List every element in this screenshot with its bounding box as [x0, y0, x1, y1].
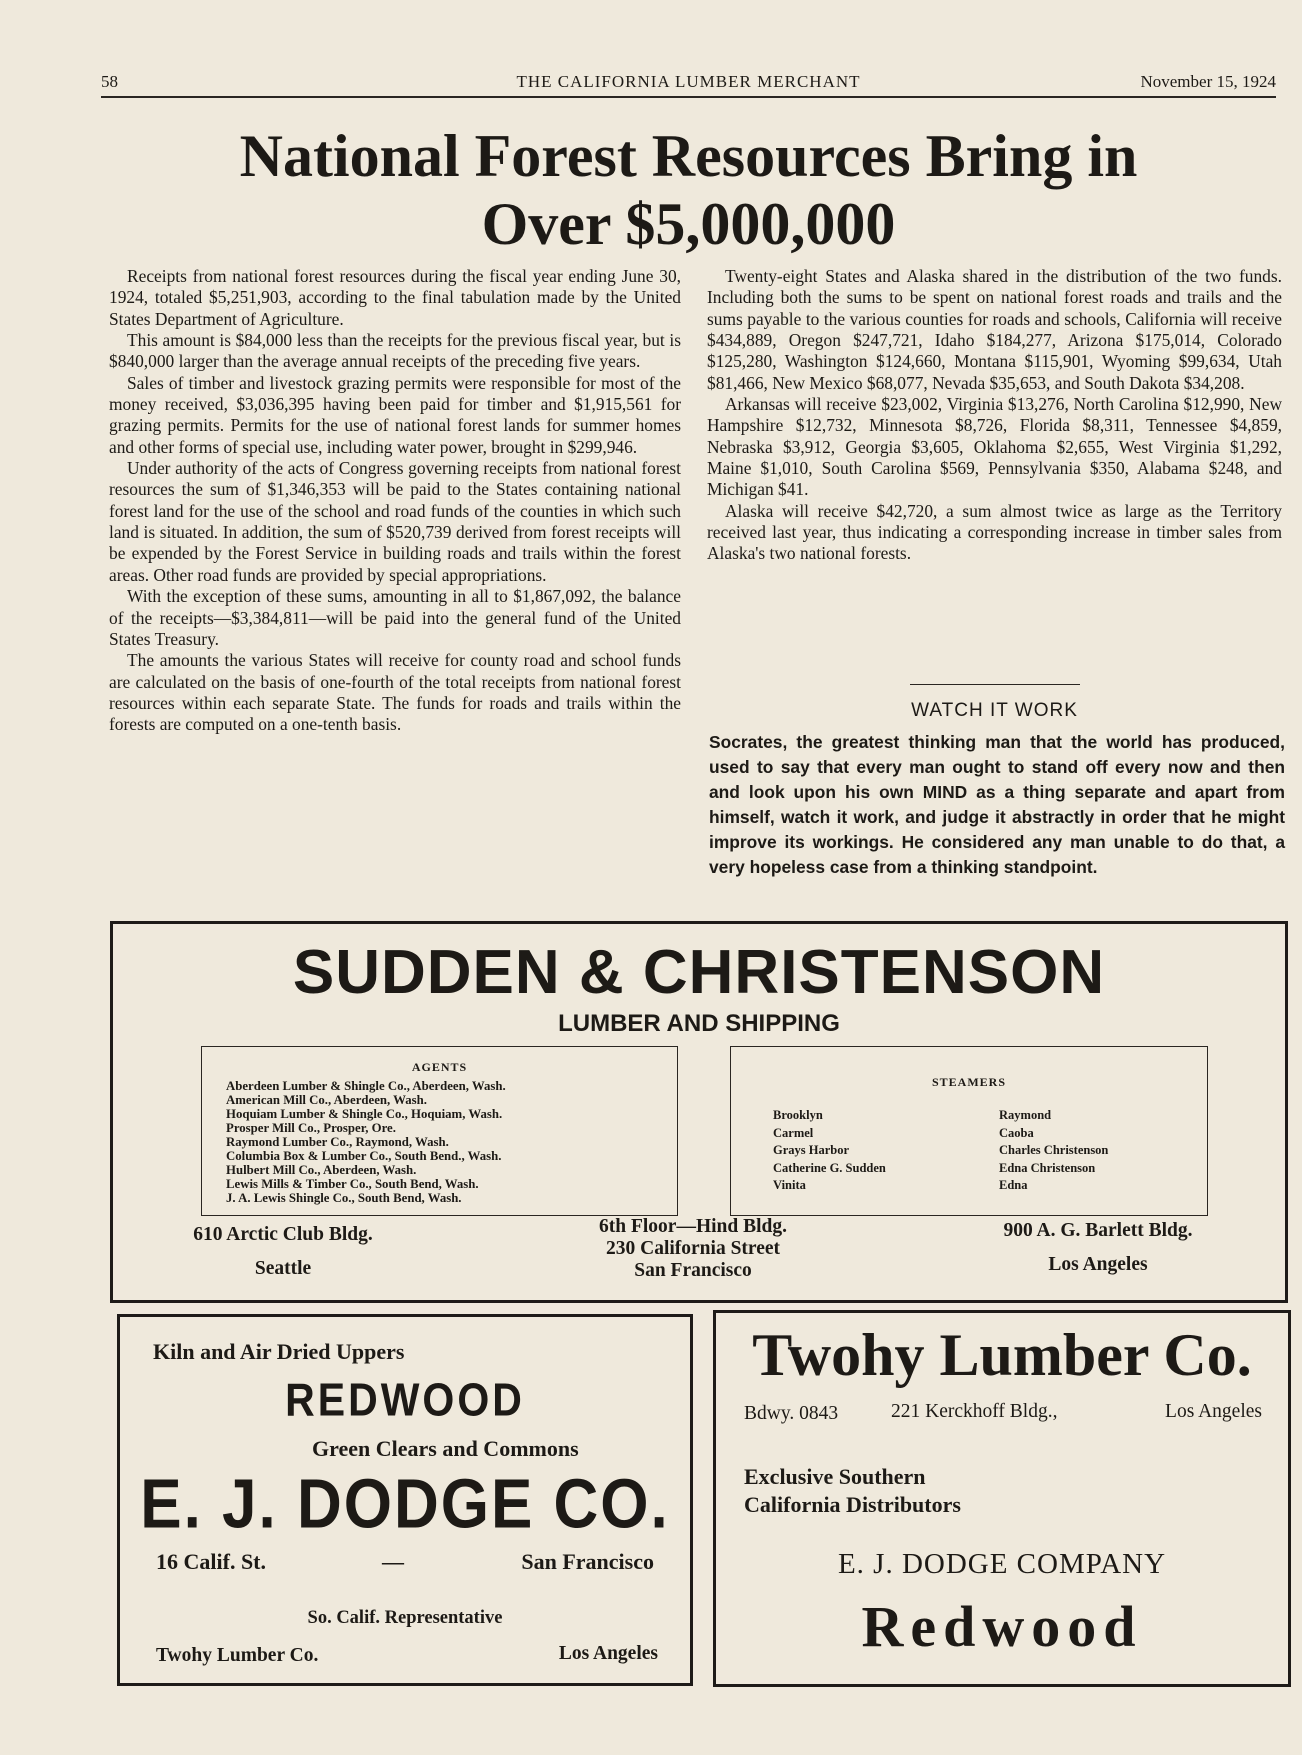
steamer-name: Grays Harbor	[773, 1143, 850, 1157]
steamer-name: Brooklyn	[773, 1108, 823, 1122]
article-headline	[101, 122, 1276, 258]
agent-entry: Lewis Mills & Timber Co., South Bend, Wash.	[226, 1177, 479, 1191]
steamer-name: Catherine G. Sudden	[773, 1160, 886, 1175]
agent-entry: American Mill Co., Aberdeen, Wash.	[226, 1093, 427, 1107]
agent-entry: Raymond Lumber Co., Raymond, Wash.	[226, 1135, 449, 1149]
article-paragraph: Under authority of the acts of Congress governing receipts from national forest resources the sum of $1,346,353 will be paid to the States containing national forest land for the use of the school and road funds of the counties in which such land is situated. In addition, the sum of $520,739 derived from forest receipts will be expended by the Forest Service in building roads and trails within the forest areas. Other road funds are provided by special appropriations.	[109, 458, 681, 585]
sf-address-line-1: 6th Floor—Hind Bldg.	[599, 1216, 787, 1237]
article-column-right	[707, 266, 1282, 565]
agent-entry: Hulbert Mill Co., Aberdeen, Wash.	[226, 1163, 417, 1177]
dodge-product: REDWOOD	[285, 1374, 525, 1426]
article-paragraph: Alaska will receive $42,720, a sum almost twice as large as the Territory received last year, thus indicating a corresponding increase in timber sales from Alaska's two national forests.	[707, 500, 1282, 564]
twohy-exclusive-line-2: California Distributors	[744, 1492, 961, 1517]
seattle-office	[153, 1224, 413, 1280]
twohy-city: Los Angeles	[1165, 1401, 1262, 1422]
steamer-name: Caoba	[999, 1125, 1034, 1140]
article-paragraph: With the exception of these sums, amounting in all to $1,867,092, the balance of the receipts—$3,384,811—will be paid into the general fund of the United States Treasury.	[109, 586, 681, 649]
article-column-left	[109, 266, 681, 736]
steamer-name: Carmel	[773, 1125, 814, 1140]
dodge-city: San Francisco	[521, 1549, 654, 1574]
running-header	[101, 70, 1276, 98]
twohy-lumber-ad	[713, 1310, 1291, 1687]
ej-dodge-ad	[117, 1314, 693, 1686]
sudden-company-name: SUDDEN & CHRISTENSON	[292, 938, 1106, 1007]
los-angeles-office	[963, 1220, 1233, 1276]
article-paragraph: Receipts from national forest resources during the fiscal year ending June 30, 1924, totaled $5,251,903, according to the final tabulation made by the United States Department of Agriculture.	[109, 266, 681, 329]
steamers-box	[730, 1046, 1208, 1216]
dodge-rep-city: Los Angeles	[558, 1643, 658, 1664]
twohy-exclusive-line-1: Exclusive Southern	[744, 1464, 926, 1489]
steamer-name: Raymond	[999, 1108, 1052, 1122]
dodge-grades: Green Clears and Commons	[312, 1436, 579, 1461]
watch-it-work-heading: WATCH IT WORK	[911, 700, 1078, 721]
steamers-list-right	[999, 1107, 1108, 1195]
sudden-tagline: LUMBER AND SHIPPING	[558, 1010, 840, 1037]
agent-entry: J. A. Lewis Shingle Co., South Bend, Wash.	[226, 1191, 462, 1205]
twohy-exclusive	[744, 1463, 961, 1519]
article-paragraph: This amount is $84,000 less than the receipts for the previous fiscal year, but is $840,000 larger than the average annual receipts of the preceding five years.	[109, 330, 681, 372]
steamer-name: Charles Christenson	[999, 1143, 1109, 1157]
sudden-christenson-ad	[110, 921, 1288, 1303]
seattle-city: Seattle	[254, 1258, 312, 1279]
twohy-company-name: Twohy Lumber Co.	[752, 1322, 1252, 1388]
dodge-street: 16 Calif. St.	[156, 1549, 266, 1574]
headline-line-1: National Forest Resources Bring in	[239, 123, 1138, 189]
twohy-phone: Bdwy. 0843	[744, 1403, 839, 1424]
agents-list	[226, 1079, 506, 1205]
dodge-company-name: E. J. DODGE CO.	[140, 1465, 670, 1544]
steamer-name: Edna Christenson	[999, 1160, 1096, 1175]
twohy-product: Redwood	[861, 1594, 1143, 1659]
dodge-rep-label: So. Calif. Representative	[307, 1608, 503, 1628]
dodge-rep-name: Twohy Lumber Co.	[156, 1645, 319, 1666]
watch-it-work-body: Socrates, the greatest thinking man that the world has produced, used to say that every man ought to stand off every now and then and look upon his own MIND as a thing separate and apart from himself, watch it work, and judge it abstractly in order that he might improve its workings. He considered any man unable to do that, a very hopeless case from a thinking standpoint.	[709, 732, 1285, 877]
article-paragraph: Sales of timber and livestock grazing permits were responsible for most of the money received, $3,036,395 having been paid for timber and $1,915,561 for grazing permits. Permits for the use of national forest lands for summer homes and other forms of special use, including water power, brought in $299,946.	[109, 372, 681, 457]
la-city: Los Angeles	[1048, 1254, 1148, 1275]
headline-line-2: Over $5,000,000	[481, 191, 896, 257]
issue-date: November 15, 1924	[1140, 72, 1276, 91]
sf-address-line-2: 230 California Street	[605, 1238, 781, 1259]
agents-box	[201, 1046, 678, 1216]
la-address: 900 A. G. Barlett Bldg.	[1003, 1220, 1193, 1241]
article-paragraph: The amounts the various States will receive for county road and school funds are calculated on the basis of one-fourth of the total receipts from national forest resources within each separate State. The funds for roads and trails within the forests are computed on a one-tenth basis.	[109, 650, 681, 735]
steamer-name: Vinita	[773, 1178, 806, 1192]
agent-entry: Hoquiam Lumber & Shingle Co., Hoquiam, Wash.	[226, 1107, 503, 1121]
steamers-title: STEAMERS	[931, 1075, 1007, 1089]
dodge-kiln-line: Kiln and Air Dried Uppers	[153, 1339, 405, 1364]
sf-city: San Francisco	[634, 1260, 752, 1281]
steamer-name: Edna	[999, 1178, 1028, 1192]
twohy-distributed-company: E. J. DODGE COMPANY	[837, 1548, 1167, 1580]
san-francisco-office	[553, 1216, 833, 1282]
steamers-list-left	[773, 1107, 886, 1195]
section-divider	[910, 684, 1080, 685]
agent-entry: Columbia Box & Lumber Co., South Bend., Wash.	[226, 1149, 502, 1163]
page-number: 58	[101, 72, 118, 91]
article-paragraph: Twenty-eight States and Alaska shared in the distribution of the two funds. Including both the sums to be spent on national forest roads and trails and the sums payable to the various counties for roads and schools, California will receive $434,889, Oregon $247,721, Idaho $184,277, Arizona $175,014, Colorado $125,280, Washington $124,660, Montana $115,901, Wyoming $99,634, Utah $81,466, New Mexico $68,077, Nevada $35,653, and South Dakota $34,208.	[707, 266, 1282, 393]
article-paragraph: Arkansas will receive $23,002, Virginia $13,276, North Carolina $12,990, New Hampshire $12,732, Minnesota $8,726, Florida $8,311, Tennessee $4,859, Nebraska $3,912, Georgia $3,605, Oklahoma $2,655, West Virginia $1,292, Maine $1,010, South Carolina $569, Pennsylvania $350, Alabama $248, and Michigan $41.	[707, 394, 1282, 500]
seattle-address: 610 Arctic Club Bldg.	[193, 1224, 373, 1245]
twohy-address: 221 Kerckhoff Bldg.,	[891, 1401, 1058, 1422]
agent-entry: Prosper Mill Co., Prosper, Ore.	[226, 1121, 396, 1135]
agents-title: AGENTS	[411, 1060, 468, 1074]
agent-entry: Aberdeen Lumber & Shingle Co., Aberdeen, Wash.	[226, 1079, 506, 1093]
publication-title: THE CALIFORNIA LUMBER MERCHANT	[516, 72, 861, 91]
dodge-dash: —	[382, 1549, 404, 1574]
